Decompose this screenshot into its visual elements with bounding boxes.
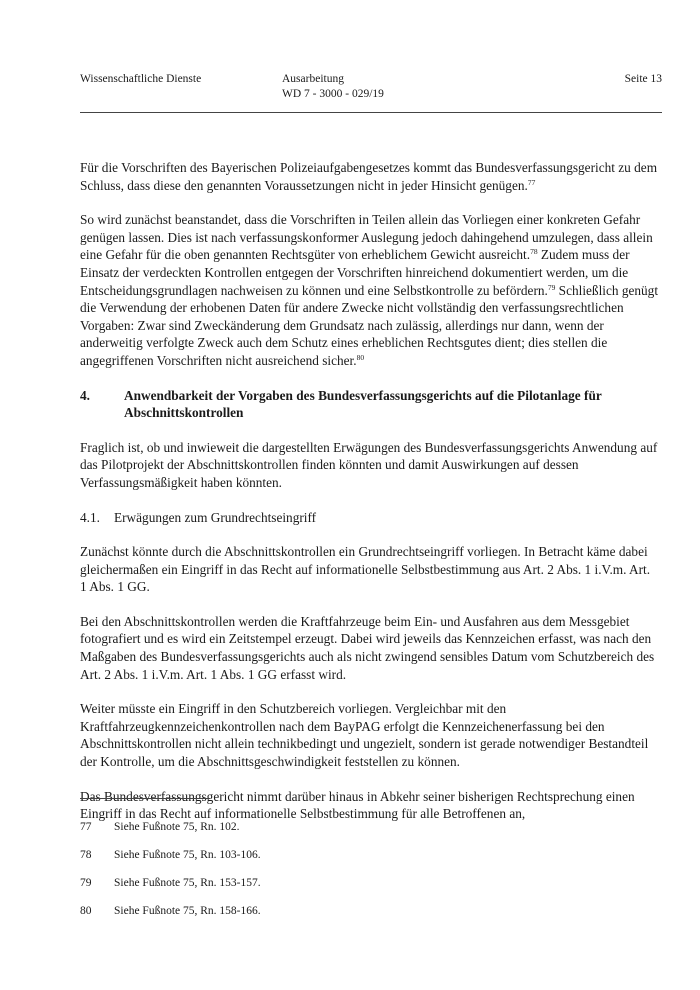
header-divider xyxy=(80,112,662,113)
footnotes xyxy=(80,820,660,932)
footnote-ref-78[interactable]: 78 xyxy=(530,247,538,257)
paragraph-2 xyxy=(80,211,660,369)
footnote-text: Siehe Fußnote 75, Rn. 158-166. xyxy=(114,905,261,917)
footnote-ref-80[interactable]: 80 xyxy=(356,352,365,362)
footnote-number: 77 xyxy=(80,821,92,833)
subsection-title: Erwägungen zum Grundrechtseingriff xyxy=(114,509,317,525)
paragraph-2-text-b: Zudem muss der Einsatz der verdeckten Kontrollen entgegen der Vorschriften hinreichend dokumentiert werden, um die Entscheidungsgrundlagen nachweisen zu können und eine Selbstkontrolle zu befördern. xyxy=(80,247,630,298)
footnote-number: 80 xyxy=(80,905,92,917)
footnote-text: Siehe Fußnote 75, Rn. 153-157. xyxy=(114,877,261,889)
paragraph-7: Das Bundesverfassungsgericht nimmt darüber hinaus in Abkehr seiner bisherigen Rechtsprechung einen Eingriff in das Recht auf informationelle Selbstbestimmung für alle Betroffenen an, xyxy=(80,788,635,822)
footnote-text: Siehe Fußnote 75, Rn. 103-106. xyxy=(114,849,261,861)
paragraph-2-text-a: So wird zunächst beanstandet, dass die Vorschriften in Teilen allein das Vorliegen einer konkreten Gefahr genügen lassen. Dies ist nach verfassungskonformer Auslegung jedoch dahingehend umzulegen, dass allein eine Gefahr für die oben genannten Rechtsgüter von erheblichem Gewicht ausreicht. xyxy=(80,212,653,263)
paragraph-5: Bei den Abschnittskontrollen werden die Kraftfahrzeuge beim Ein- und Ausfahren aus dem Messgebiet fotografiert und es wird ein Zeitstempel erzeugt. Dabei wird jeweils das Kennzeichen erfasst, was nach den Maßgaben des Bundesverfassungsgerichts auch als nicht zwingend sensibles Datum vom Schutzbereich des Art. 2 Abs. 1 i.V.m. Art. 1 Abs. 1 GG erfasst wird. xyxy=(80,613,655,682)
footnote xyxy=(80,848,660,863)
footnote xyxy=(80,876,660,891)
footnote-divider xyxy=(80,798,210,799)
footnote-number: 79 xyxy=(80,877,92,889)
footnote-text: Siehe Fußnote 75, Rn. 102. xyxy=(114,821,240,833)
header-organization: Wissenschaftliche Dienste xyxy=(80,73,202,85)
paragraph-6: Weiter müsste ein Eingriff in den Schutzbereich vorliegen. Vergleichbar mit den Kraftfahrzeugkennzeichenkontrollen nach dem BayPAG erfolgt die Kennzeichenerfassung bei den Abschnittskontrollen nicht allein technikbedingt und ungezielt, sondern ist gerade notwendiger Bestandteil der Kontrolle, um die Abschnittsgeschwindigkeit feststellen zu können. xyxy=(80,701,649,770)
subsection-number: 4.1. xyxy=(80,509,100,525)
main-content xyxy=(80,159,660,840)
header-page-number: Seite 13 xyxy=(624,73,662,85)
header-document-info xyxy=(282,72,384,102)
paragraph-1-text: Für die Vorschriften des Bayerischen Polizeiaufgabengesetzes kommt das Bundesverfassungsgericht zu dem Schluss, dass diese den genannten Voraussetzungen nicht in jeder Hinsicht genügen. xyxy=(80,160,658,193)
footnote-number: 78 xyxy=(80,849,92,861)
header-doc-type: Ausarbeitung xyxy=(282,73,344,85)
section-heading-4 xyxy=(80,387,660,422)
subsection-heading-4-1 xyxy=(80,509,660,527)
footnote xyxy=(80,820,660,835)
paragraph-1 xyxy=(80,159,660,194)
footnote-ref-79[interactable]: 79 xyxy=(547,282,556,292)
header-doc-number: WD 7 - 3000 - 029/19 xyxy=(282,88,384,100)
page-header xyxy=(80,72,662,112)
section-title: Anwendbarkeit der Vorgaben des Bundesverfassungsgerichts auf die Pilotanlage für Abschnittskontrollen xyxy=(124,387,602,421)
paragraph-3: Fraglich ist, ob und inwieweit die dargestellten Erwägungen des Bundesverfassungsgerichts Anwendung auf das Pilotprojekt der Abschnittskontrollen finden könnten und damit Auswirkungen auf dessen Verfassungsmäßigkeit haben könnten. xyxy=(80,439,658,490)
paragraph-2-text-c: Schließlich genügt die Verwendung der erhobenen Daten für andere Zwecke nicht vollständig den verfassungsrechtlichen Vorgaben: Zwar sind Zweckänderung dem Grundsatz nach zulässig, allerdings nur dann, wenn der anderweitig verfolgte Zweck auch dem Schutz eines erheblichen Rechtsgutes dient; dies stellen die angegriffenen Vorschriften nicht ausreichend sicher. xyxy=(80,282,659,368)
footnote-ref-77[interactable]: 77 xyxy=(527,177,536,187)
paragraph-4: Zunächst könnte durch die Abschnittskontrollen ein Grundrechtseingriff vorliegen. In Betracht käme dabei gleichermaßen ein Eingriff in das Recht auf informationelle Selbstbestimmung aus Art. 2 Abs. 1 i.V.m. Art. 1 Abs. 1 GG. xyxy=(80,544,651,595)
section-number: 4. xyxy=(80,387,90,403)
footnote xyxy=(80,904,660,919)
